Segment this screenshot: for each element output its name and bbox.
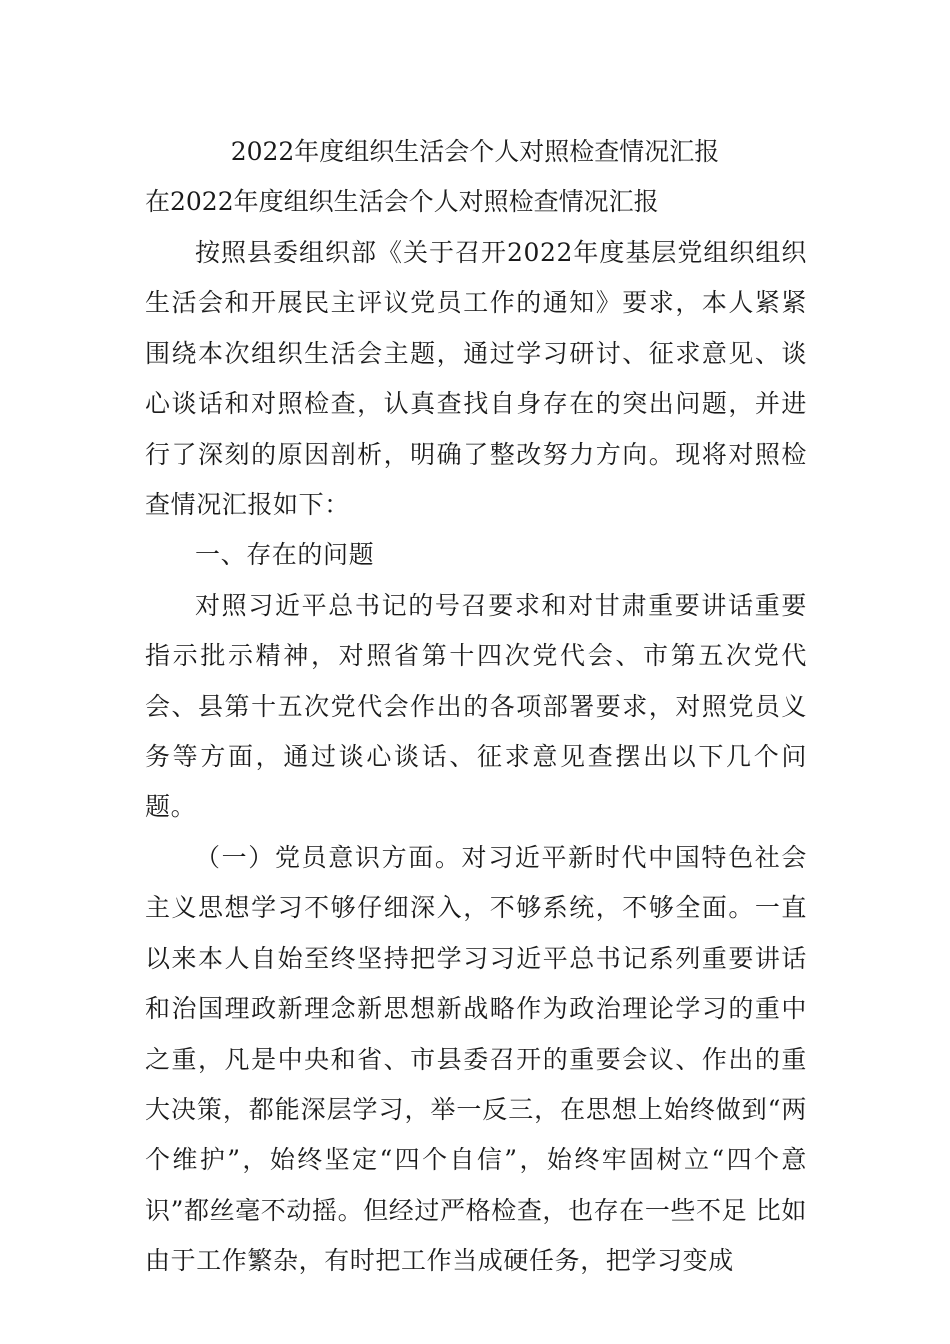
problems-overview-paragraph: 对照习近平总书记的号召要求和对甘肃重要讲话重要指示批示精神，对照省第十四次党代会、市第五次党代会、县第十五次党代会作出的各项部署要求，对照党员义务等方面，通过谈心谈话、征求意见查摆出以下几个问题。 (145, 590, 807, 822)
intro-paragraph: 按照县委组织部《关于召开2022年度基层党组织组织生活会和开展民主评议党员工作的通知》要求，本人紧紧围绕本次组织生活会主题，通过学习研讨、征求意见、谈心谈话和对照检查，认真查找自身存在的突出问题，并进行了深刻的原因剖析，明确了整改努力方向。现将对照检查情况汇报如下： (145, 238, 807, 520)
section-heading-problems: 一、存在的问题 (195, 540, 375, 570)
document-title: 2022年度组织生活会个人对照检查情况汇报 (230, 137, 720, 166)
party-awareness-paragraph: （一）党员意识方面。对习近平新时代中国特色社会主义思想学习不够仔细深入，不够系统，不够全面。一直以来本人自始至终坚持把学习习近平总书记系列重要讲话和治国理政新理念新思想新战略作为政治理论学习的重中之重，凡是中央和省、市县委召开的重要会议、作出的重大决策，都能深层学习，举一反三，在思想上始终做到“两个维护”，始终坚定“四个自信”，始终牢固树立“四个意识”都丝毫不动摇。但经过严格检查，也存在一些不足 比如由于工作繁杂，有时把工作当成硬任务，把学习变成 (145, 842, 807, 1276)
document-body (145, 228, 807, 1287)
document-subtitle: 在2022年度组织生活会个人对照检查情况汇报 (145, 187, 659, 216)
